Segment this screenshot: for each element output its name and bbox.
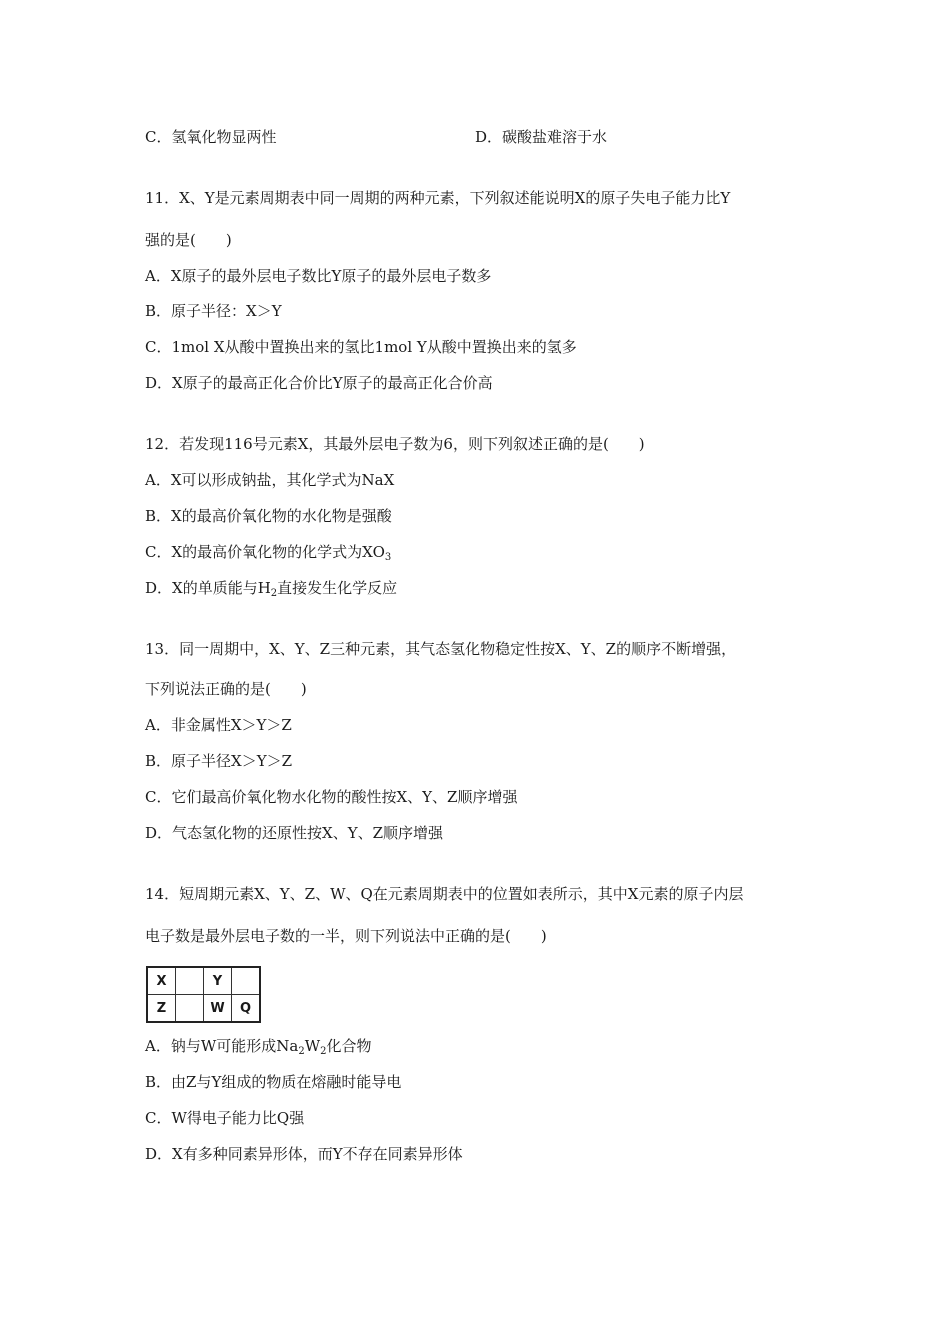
- q14-option-a-text: A．钠与W可能形成Na: [145, 1037, 299, 1055]
- periodic-table-cell: Q: [232, 995, 261, 1023]
- q12-option-c-subscript: 3: [384, 552, 392, 563]
- periodic-table-cell: [232, 967, 261, 995]
- periodic-table-cell: X: [147, 967, 176, 995]
- q12-stem: 12．若发现116号元素X，其最外层电子数为6，则下列叙述正确的是( ): [145, 435, 645, 453]
- periodic-table-row: [147, 967, 260, 995]
- q14-option-a-subscript: 2: [298, 1046, 305, 1057]
- q11-option-b: B．原子半径：X＞Y: [145, 302, 282, 320]
- q12-option-a: A．X可以形成钠盐，其化学式为NaX: [145, 471, 395, 489]
- periodic-table-cell: [176, 967, 204, 995]
- q12-option-d-subscript: 2: [270, 588, 278, 599]
- q11-option-d: D．X原子的最高正化合价比Y原子的最高正化合价高: [145, 374, 493, 392]
- q14-option-d: D．X有多种同素异形体，而Y不存在同素异形体: [145, 1145, 463, 1163]
- q13-option-b: B．原子半径X＞Y＞Z: [145, 752, 293, 770]
- q14-option-c: C．W得电子能力比Q强: [145, 1109, 305, 1127]
- q12-option-d-text-end: 直接发生化学反应: [277, 579, 398, 597]
- q11-stem-line1: 11．X、Y是元素周期表中同一周期的两种元素，下列叙述能说明X的原子失电子能力比Y: [145, 189, 731, 207]
- q10-option-d: D．碳酸盐难溶于水: [475, 128, 608, 146]
- q11-stem-line2: 强的是( ): [145, 231, 232, 249]
- periodic-table-cell: Y: [204, 967, 232, 995]
- q12-option-d: [145, 578, 397, 598]
- q14-option-b: B．由Z与Y组成的物质在熔融时能导电: [145, 1073, 402, 1091]
- q13-option-c: C．它们最高价氧化物水化物的酸性按X、Y、Z顺序增强: [145, 788, 518, 806]
- q14-option-a-text-mid: W: [304, 1037, 321, 1055]
- q13-stem-line1: 13．同一周期中，X、Y、Z三种元素，其气态氢化物稳定性按X、Y、Z的顺序不断增强，: [145, 640, 737, 658]
- q14-option-a-subscript: 2: [320, 1046, 327, 1057]
- q13-option-d: D．气态氢化物的还原性按X、Y、Z顺序增强: [145, 824, 444, 842]
- periodic-table-cell: [176, 995, 204, 1023]
- periodic-table-cell: W: [204, 995, 232, 1023]
- q12-option-d-text: D．X的单质能与H: [145, 579, 271, 597]
- periodic-table-row: [147, 995, 260, 1023]
- q13-stem-line2: 下列说法正确的是( ): [145, 680, 307, 698]
- q11-option-c: C．1mol X从酸中置换出来的氢比1mol Y从酸中置换出来的氢多: [145, 338, 577, 356]
- q12-option-c-text: C．X的最高价氧化物的化学式为XO: [145, 543, 385, 561]
- q12-option-b: B．X的最高价氧化物的水化物是强酸: [145, 507, 392, 525]
- q14-stem-line1: 14．短周期元素X、Y、Z、W、Q在元素周期表中的位置如表所示，其中X元素的原子内层: [145, 885, 744, 903]
- q14-option-a: [145, 1036, 372, 1056]
- q14-stem-line2: 电子数是最外层电子数的一半，则下列说法中正确的是( ): [145, 927, 547, 945]
- q14-option-a-text-end: 化合物: [326, 1037, 372, 1055]
- q13-option-a: A．非金属性X＞Y＞Z: [145, 716, 292, 734]
- periodic-table-cell: Z: [147, 995, 176, 1023]
- q10-option-c: C．氢氧化物显两性: [145, 128, 277, 146]
- periodic-table-excerpt: [146, 966, 261, 1023]
- q12-option-c: [145, 542, 391, 562]
- q11-option-a: A．X原子的最外层电子数比Y原子的最外层电子数多: [145, 267, 492, 285]
